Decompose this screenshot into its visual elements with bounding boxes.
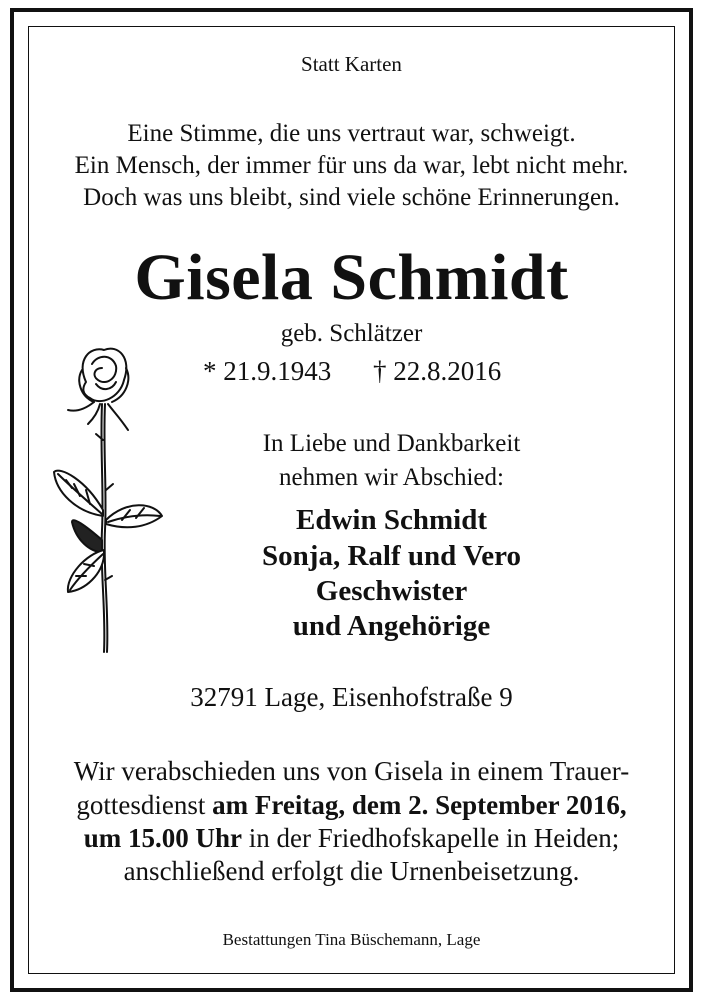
deceased-name: Gisela Schmidt: [134, 241, 569, 314]
birth-date: * 21.9.1943: [203, 356, 332, 386]
service-date: am Freitag, dem 2. September 2016,: [212, 790, 627, 820]
mourner-1: Edwin Schmidt: [296, 504, 487, 536]
death-date: † 22.8.2016: [373, 356, 502, 386]
quote-line-1: Eine Stimme, die uns vertraut war, schweigt.: [127, 120, 576, 147]
mourner-2: Sonja, Ralf und Vero: [262, 540, 521, 572]
farewell-line-2: nehmen wir Abschied:: [279, 464, 504, 491]
quote-line-3: Doch was uns bleibt, sind viele schöne Erinnerungen.: [83, 184, 620, 211]
service-line-1: Wir verabschieden uns von Gisela in einem Trauer-: [73, 756, 630, 786]
header-statt-karten: Statt Karten: [301, 52, 402, 76]
service-line-3: [0, 823, 703, 854]
address: 32791 Lage, Eisenhofstraße 9: [190, 682, 513, 712]
mourner-4: und Angehörige: [292, 610, 491, 642]
maiden-name: geb. Schlätzer: [280, 320, 423, 347]
farewell-line-1: In Liebe und Dankbarkeit: [262, 430, 521, 457]
quote-line-2: Ein Mensch, der immer für uns da war, lebt nicht mehr.: [74, 152, 629, 179]
mourner-3: Geschwister: [315, 575, 468, 607]
service-line-4: anschließend erfolgt die Urnenbeisetzung.: [123, 856, 580, 886]
service-time: um 15.00 Uhr: [83, 823, 243, 853]
service-line-2-text: gottesdienst: [76, 790, 213, 820]
service-location: in der Friedhofskapelle in Heiden;: [242, 823, 620, 853]
funeral-home: Bestattungen Tina Büschemann, Lage: [222, 930, 481, 949]
service-line-2: [0, 790, 703, 821]
